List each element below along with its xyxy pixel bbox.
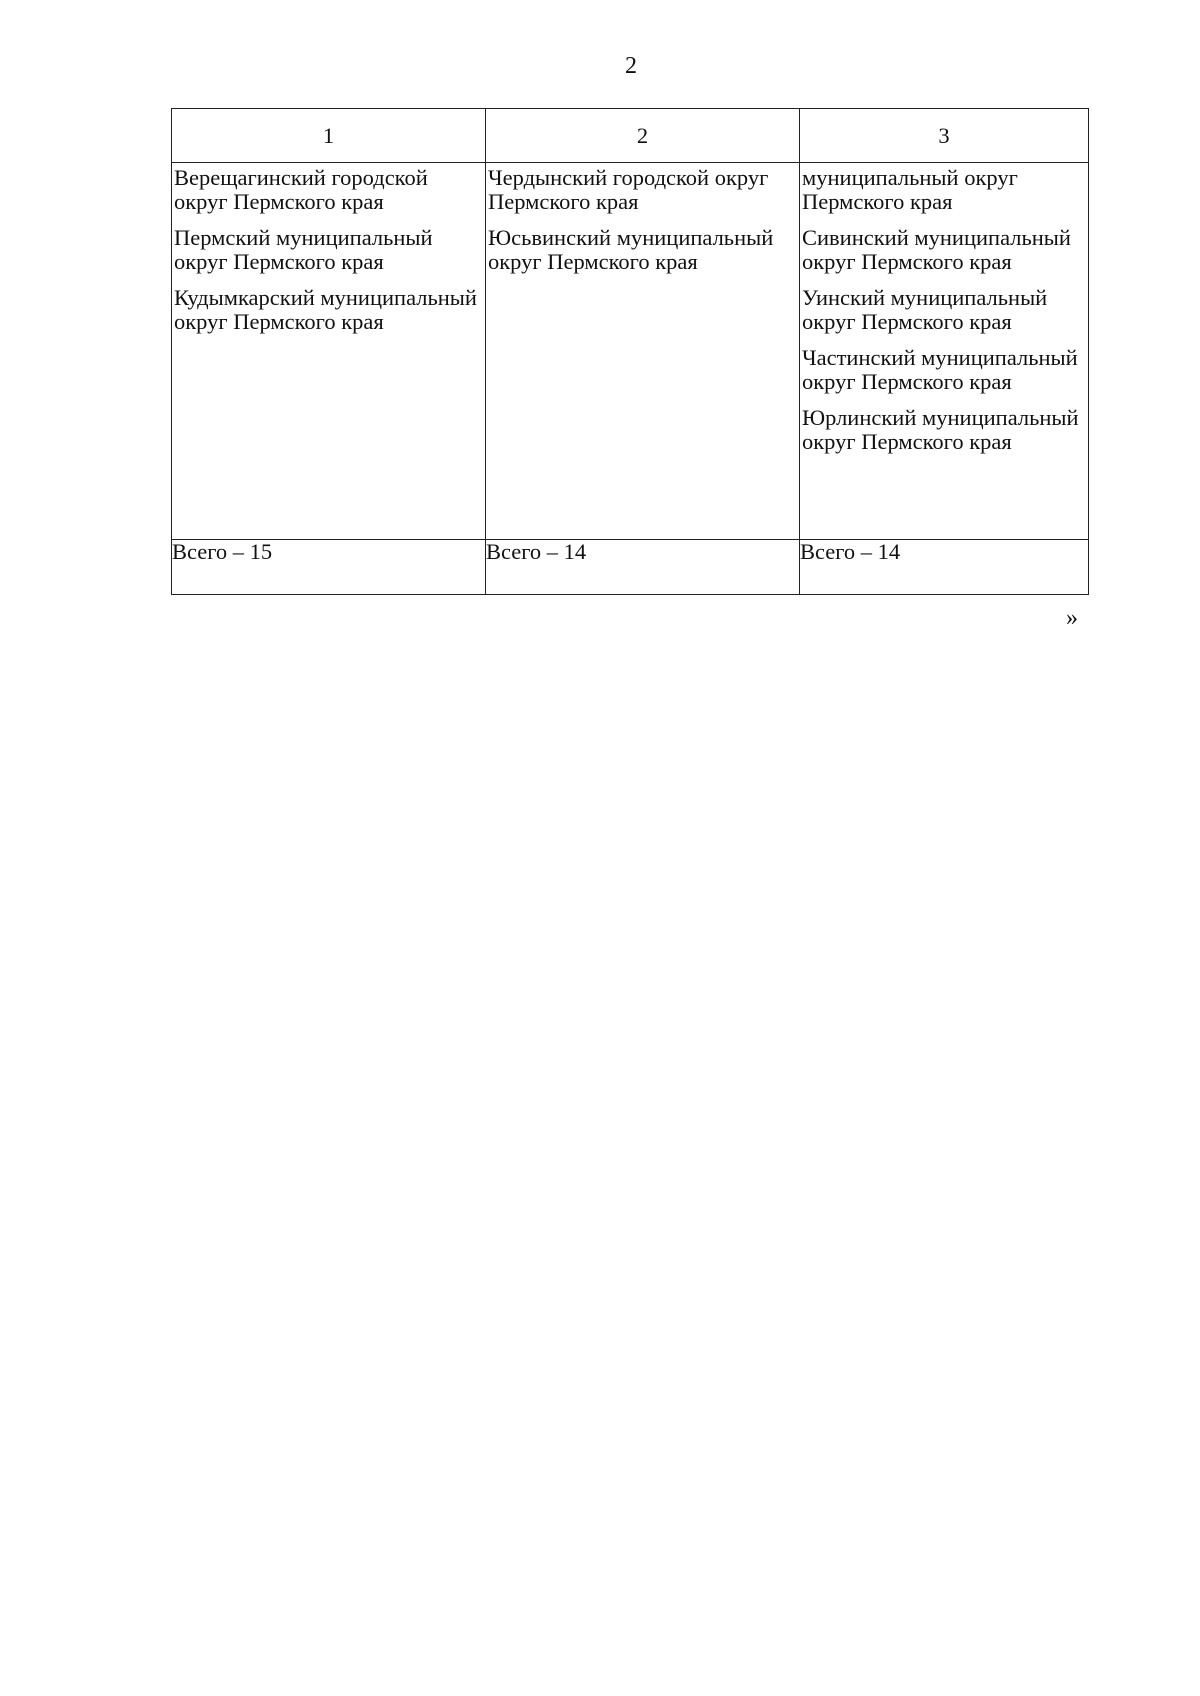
page-number: 2 bbox=[625, 53, 637, 79]
column-3-cell bbox=[800, 163, 1089, 540]
list-item: Юрлинский муниципальный округ Пермского края bbox=[802, 405, 1079, 454]
total-column-3: Всего – 14 bbox=[800, 540, 1089, 595]
closing-quote: » bbox=[1066, 605, 1078, 631]
list-item: Уинский муниципальный округ Пермского края bbox=[802, 285, 1048, 334]
list-item: Юсьвинский муниципальный округ Пермского края bbox=[488, 225, 774, 274]
column-header-1: 1 bbox=[172, 109, 486, 163]
list-item: Кудымкарский муниципальный округ Пермского края bbox=[174, 285, 477, 334]
table-row bbox=[172, 163, 1089, 540]
table-header-row bbox=[172, 109, 1089, 163]
districts-table bbox=[171, 108, 1089, 595]
column-header-2: 2 bbox=[486, 109, 800, 163]
list-item: Частинский муниципальный округ Пермского края bbox=[802, 345, 1078, 394]
list-item: Чердынский городской округ Пермского края bbox=[488, 165, 769, 214]
list-item: Сивинский муниципальный округ Пермского края bbox=[802, 225, 1071, 274]
list-item: Верещагинский городской округ Пермского края bbox=[174, 165, 428, 214]
list-item: Пермский муниципальный округ Пермского края bbox=[174, 225, 433, 274]
totals-row bbox=[172, 540, 1089, 595]
list-item: муниципальный округ Пермского края bbox=[802, 165, 1018, 214]
column-header-3: 3 bbox=[800, 109, 1089, 163]
column-1-cell bbox=[172, 163, 486, 540]
total-column-2: Всего – 14 bbox=[486, 540, 800, 595]
column-2-cell bbox=[486, 163, 800, 540]
total-column-1: Всего – 15 bbox=[172, 540, 486, 595]
